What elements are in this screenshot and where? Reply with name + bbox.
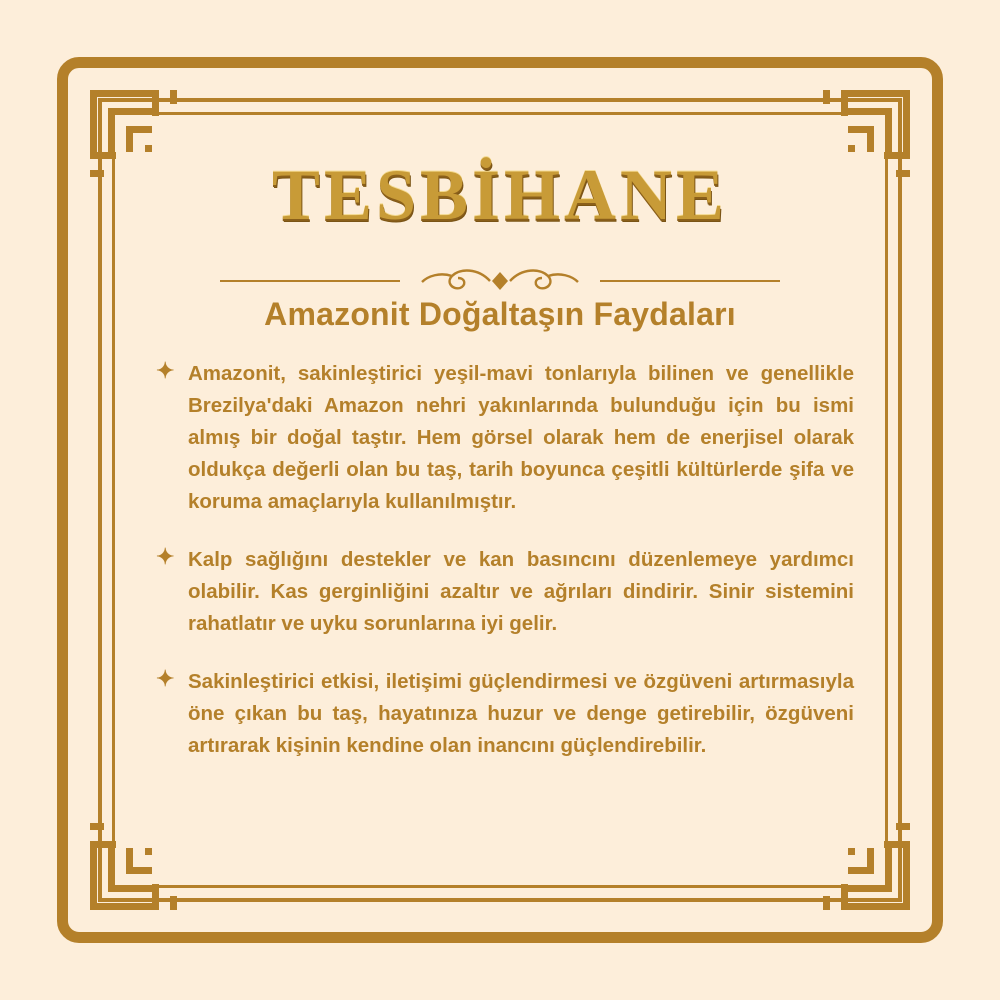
divider-line-left <box>220 280 400 282</box>
info-card <box>57 57 943 943</box>
sparkle-star-icon: ✦ <box>156 666 175 691</box>
sparkle-star-icon: ✦ <box>156 358 175 383</box>
sparkle-star-icon: ✦ <box>156 544 175 569</box>
content-body <box>156 358 854 788</box>
paragraph-text: Sakinleştirici etkisi, iletişimi güçlendirmesi ve özgüveni artırmasıyla öne çıkan bu taş, hayatınıza huzur ve denge getirebilir, özgüveni artırarak kişinin kendine olan inancını güçlendirebilir. <box>188 670 854 757</box>
divider-line-right <box>600 280 780 282</box>
paragraph-text: Amazonit, sakinleştirici yeşil-mavi tonlarıyla bilinen ve genellikle Brezilya'daki Amazon nehri yakınlarında bulunduğu için bu ismi almış bir doğal taştır. Hem görsel olarak hem de enerjisel olarak oldukça değerli olan bu taş, tarih boyunca çeşitli kültürlerde şifa ve koruma amaçlarıyla kullanılmıştır. <box>188 362 854 513</box>
list-item <box>156 358 854 518</box>
greek-key-corner-icon <box>800 800 910 910</box>
paragraph-text: Kalp sağlığını destekler ve kan basıncını düzenlemeye yardımcı olabilir. Kas gerginliğini azaltır ve ağrıları dindirir. Sinir sistemini rahatlatır ve uyku sorunlarına iyi gelir. <box>188 548 854 635</box>
brand-title-wrap <box>68 154 932 237</box>
page-subtitle: Amazonit Doğaltaşın Faydaları <box>264 296 736 332</box>
greek-key-corner-icon <box>90 800 200 910</box>
brand-title: TESBİHANE <box>271 155 729 235</box>
list-item <box>156 666 854 762</box>
list-item <box>156 544 854 640</box>
